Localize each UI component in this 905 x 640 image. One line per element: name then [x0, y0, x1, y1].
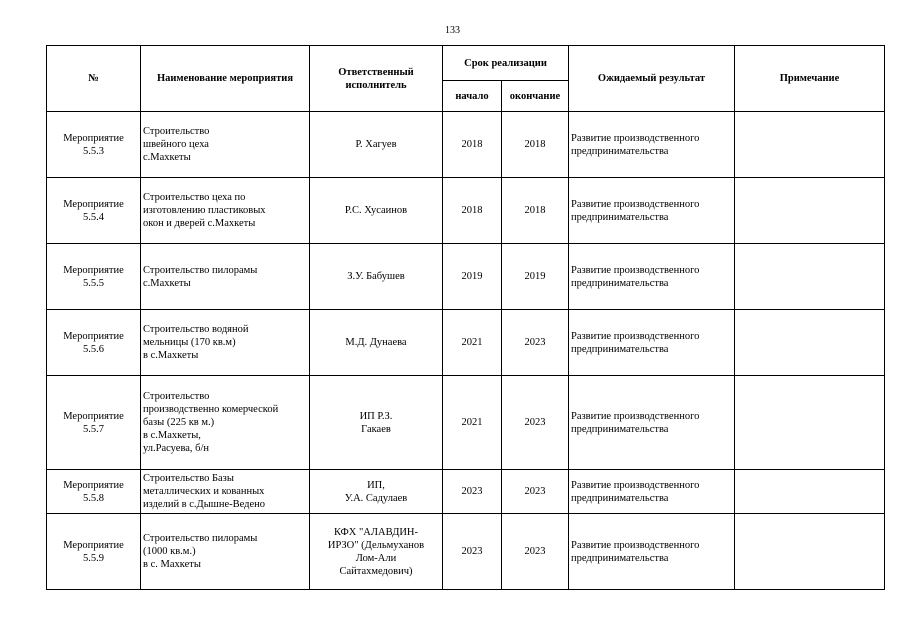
measure-executor: М.Д. Дунаева — [310, 310, 443, 376]
measure-note — [735, 376, 885, 470]
measure-end: 2023 — [502, 310, 569, 376]
measure-note — [735, 470, 885, 514]
measure-name: Строительство водяной мельницы (170 кв.м) в с.Махкеты — [141, 310, 310, 376]
header-start: начало — [443, 81, 502, 112]
measure-start: 2021 — [443, 310, 502, 376]
measure-note — [735, 310, 885, 376]
measure-name: Строительство цеха по изготовлению пластиковых окон и дверей с.Махкеты — [141, 178, 310, 244]
header-note: Примечание — [735, 46, 885, 112]
measure-result: Развитие производственного предпринимательства — [569, 112, 735, 178]
measure-end: 2023 — [502, 376, 569, 470]
measure-executor: ИП Р.З. Гакаев — [310, 376, 443, 470]
header-name: Наименование мероприятия — [141, 46, 310, 112]
measure-start: 2023 — [443, 514, 502, 590]
measure-executor: КФХ "АЛАВДИН- ИРЗО" (Дельмуханов Лом-Али Сайтахмедович) — [310, 514, 443, 590]
measure-number: Мероприятие 5.5.4 — [47, 178, 141, 244]
table-row — [47, 112, 885, 178]
measure-number: Мероприятие 5.5.7 — [47, 376, 141, 470]
measure-result: Развитие производственного предпринимательства — [569, 244, 735, 310]
measure-start: 2021 — [443, 376, 502, 470]
measure-name: Строительство швейного цеха с.Махкеты — [141, 112, 310, 178]
measure-number: Мероприятие 5.5.8 — [47, 470, 141, 514]
measure-executor: Р. Хагуев — [310, 112, 443, 178]
measure-note — [735, 514, 885, 590]
table-row — [47, 376, 885, 470]
measure-executor: ИП, У.А. Садулаев — [310, 470, 443, 514]
measure-number: Мероприятие 5.5.9 — [47, 514, 141, 590]
header-result: Ожидаемый результат — [569, 46, 735, 112]
measure-executor: Р.С. Хусаинов — [310, 178, 443, 244]
measure-result: Развитие производственного предпринимательства — [569, 310, 735, 376]
measure-note — [735, 112, 885, 178]
measure-result: Развитие производственного предпринимательства — [569, 178, 735, 244]
measure-executor: З.У. Бабушев — [310, 244, 443, 310]
measure-note — [735, 178, 885, 244]
table-row — [47, 244, 885, 310]
measure-result: Развитие производственного предпринимательства — [569, 470, 735, 514]
table-row — [47, 310, 885, 376]
measure-end: 2019 — [502, 244, 569, 310]
measure-end: 2023 — [502, 470, 569, 514]
measure-start: 2018 — [443, 112, 502, 178]
measure-name: Строительство пилорамы (1000 кв.м.) в с. Махкеты — [141, 514, 310, 590]
measure-start: 2019 — [443, 244, 502, 310]
measure-name: Строительство Базы металлических и кованных изделий в с.Дышне-Ведено — [141, 470, 310, 514]
measure-end: 2018 — [502, 178, 569, 244]
measure-start: 2018 — [443, 178, 502, 244]
table-row — [47, 470, 885, 514]
measure-note — [735, 244, 885, 310]
measure-result: Развитие производственного предпринимательства — [569, 376, 735, 470]
measure-start: 2023 — [443, 470, 502, 514]
measure-number: Мероприятие 5.5.5 — [47, 244, 141, 310]
measure-number: Мероприятие 5.5.6 — [47, 310, 141, 376]
header-num: № — [47, 46, 141, 112]
measures-table — [46, 45, 885, 590]
header-period: Срок реализации — [443, 46, 569, 81]
table-header — [47, 46, 885, 112]
page-number: 133 — [445, 25, 460, 36]
header-end: окончание — [502, 81, 569, 112]
measure-result: Развитие производственного предпринимательства — [569, 514, 735, 590]
table-row — [47, 178, 885, 244]
measure-name: Строительство производственно комерческой базы (225 кв м.) в с.Махкеты, ул.Расуева, б/н — [141, 376, 310, 470]
table-row — [47, 514, 885, 590]
measure-name: Строительство пилорамы с.Махкеты — [141, 244, 310, 310]
header-executor: Ответственный исполнитель — [310, 46, 443, 112]
measure-end: 2023 — [502, 514, 569, 590]
measure-end: 2018 — [502, 112, 569, 178]
measure-number: Мероприятие 5.5.3 — [47, 112, 141, 178]
